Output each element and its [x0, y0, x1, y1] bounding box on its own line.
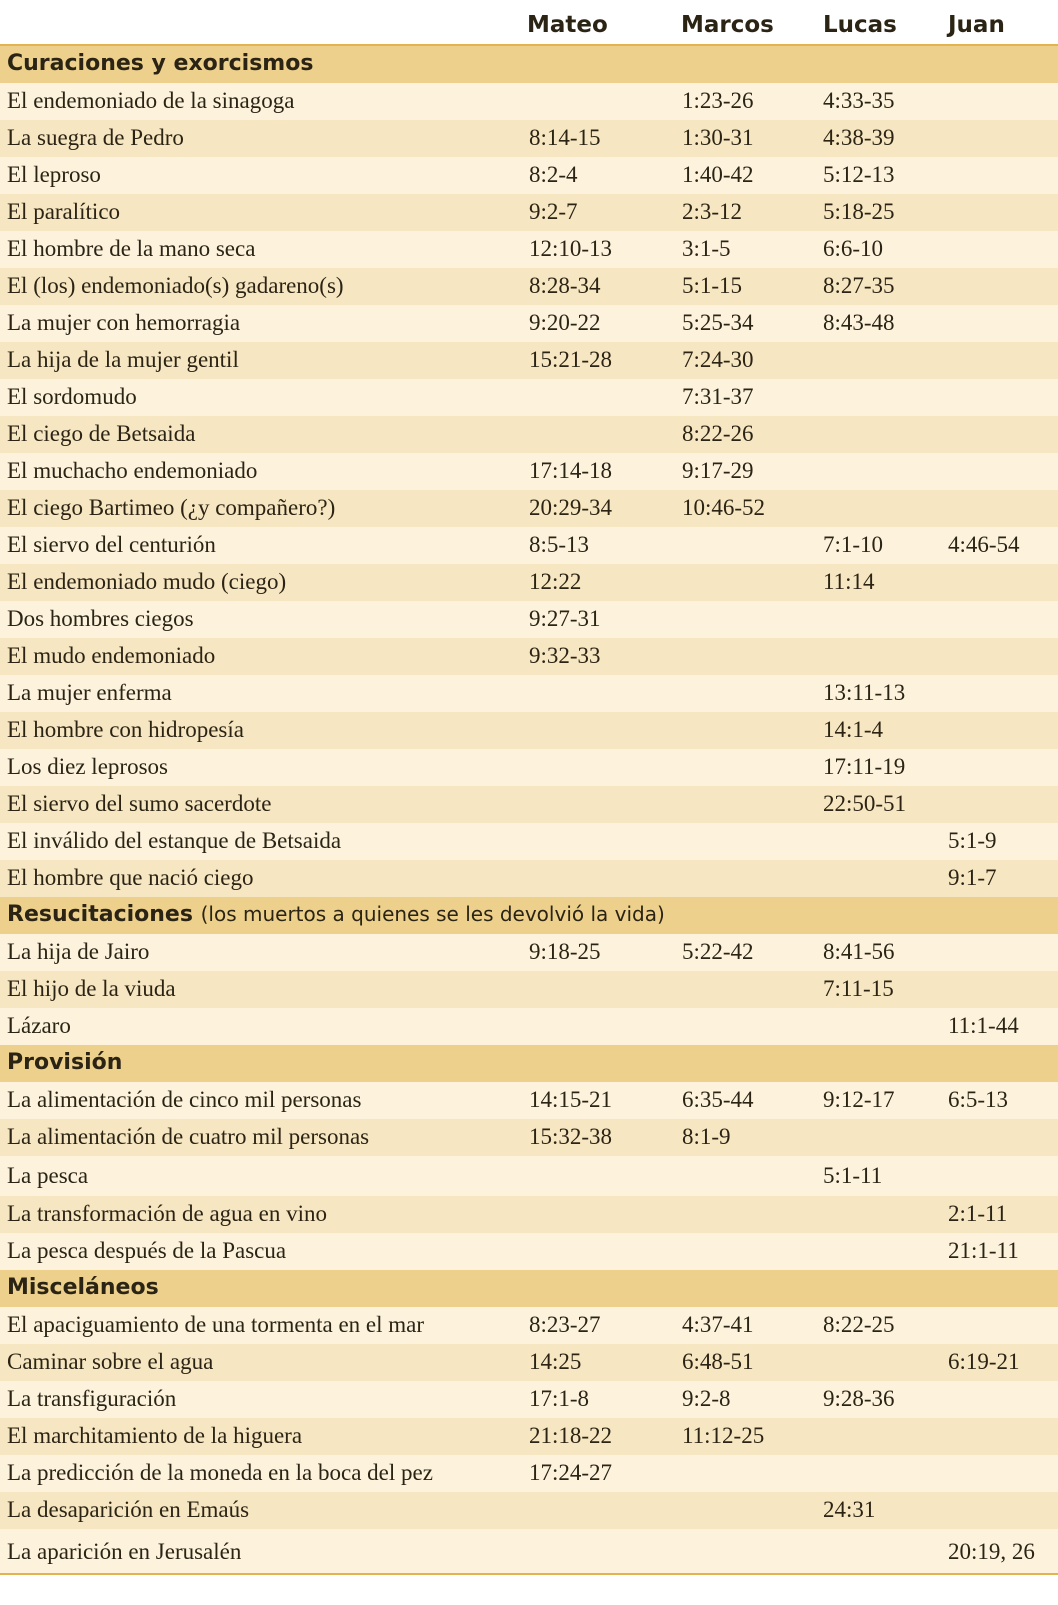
table-row	[0, 1196, 1058, 1233]
ref-juan: 6:5-13	[948, 1087, 1009, 1112]
ref-lucas: 6:6-10	[823, 236, 884, 261]
ref-mateo: 8:23-27	[529, 1312, 601, 1337]
ref-marcos: 9:17-29	[682, 458, 754, 483]
table-row	[0, 342, 1058, 379]
section-title	[7, 1275, 159, 1300]
ref-mateo: 14:25	[529, 1349, 582, 1374]
ref-mateo: 12:22	[529, 569, 582, 594]
ref-juan: 20:19, 26	[948, 1539, 1035, 1564]
table-row	[0, 1455, 1058, 1492]
ref-marcos: 6:35-44	[682, 1087, 754, 1112]
miracle-name: El siervo del centurión	[7, 532, 216, 557]
miracle-name: La pesca	[7, 1163, 89, 1188]
miracle-name: El hombre que nació ciego	[7, 865, 254, 890]
miracle-name: La suegra de Pedro	[7, 125, 184, 150]
section-title	[7, 51, 313, 76]
ref-lucas: 22:50-51	[823, 791, 907, 816]
miracle-name: La alimentación de cuatro mil personas	[7, 1124, 370, 1149]
table-row	[0, 1156, 1058, 1196]
table-row	[0, 194, 1058, 231]
miracle-name: El (los) endemoniado(s) gadareno(s)	[7, 273, 344, 298]
column-header-mateo: Mateo	[527, 12, 608, 38]
column-header-marcos: Marcos	[681, 12, 774, 38]
ref-marcos: 8:1-9	[682, 1124, 731, 1149]
ref-lucas: 8:27-35	[823, 273, 895, 298]
ref-mateo: 8:14-15	[529, 125, 601, 150]
table-row	[0, 971, 1058, 1008]
miracle-name: La pesca después de la Pascua	[7, 1238, 287, 1263]
table-row	[0, 1418, 1058, 1455]
ref-mateo: 8:28-34	[529, 273, 601, 298]
table-row	[0, 860, 1058, 897]
ref-marcos: 11:12-25	[682, 1423, 765, 1448]
table-row	[0, 305, 1058, 342]
table-row	[0, 416, 1058, 453]
table-body	[0, 46, 1058, 1573]
miracle-name: Dos hombres ciegos	[7, 606, 194, 631]
miracle-name: El paralítico	[7, 199, 121, 224]
ref-mateo: 9:2-7	[529, 199, 578, 224]
ref-mateo: 15:21-28	[529, 347, 613, 372]
ref-marcos: 1:23-26	[682, 88, 754, 113]
section-title-text: Resucitaciones	[7, 902, 193, 927]
table-row	[0, 231, 1058, 268]
ref-lucas: 14:1-4	[823, 717, 884, 742]
miracle-name: La mujer enferma	[7, 680, 172, 705]
ref-mateo: 15:32-38	[529, 1124, 613, 1149]
ref-mateo: 20:29-34	[529, 495, 613, 520]
table-row	[0, 601, 1058, 638]
table-row	[0, 1119, 1058, 1156]
miracle-name: La mujer con hemorragia	[7, 310, 241, 335]
miracle-name: El ciego de Betsaida	[7, 421, 196, 446]
miracle-name: El endemoniado de la sinagoga	[7, 88, 295, 113]
section-title	[7, 902, 665, 927]
ref-mateo: 9:20-22	[529, 310, 601, 335]
miracle-name: La alimentación de cinco mil personas	[7, 1087, 362, 1112]
ref-marcos: 10:46-52	[682, 495, 766, 520]
miracle-name: La predicción de la moneda en la boca del pez	[7, 1460, 433, 1485]
miracle-name: La transformación de agua en vino	[7, 1201, 327, 1226]
table-row	[0, 749, 1058, 786]
miracle-name: El leproso	[7, 162, 101, 187]
ref-mateo: 9:27-31	[529, 606, 601, 631]
ref-marcos: 1:30-31	[682, 125, 754, 150]
table-row	[0, 786, 1058, 823]
table-row	[0, 453, 1058, 490]
table-row	[0, 1233, 1058, 1270]
ref-mateo: 17:1-8	[529, 1386, 590, 1411]
miracle-name: El hijo de la viuda	[7, 976, 176, 1001]
ref-lucas: 8:43-48	[823, 310, 895, 335]
ref-lucas: 7:11-15	[823, 976, 894, 1001]
ref-lucas: 13:11-13	[823, 680, 906, 705]
section-header	[0, 897, 1058, 934]
miracle-name: El mudo endemoniado	[7, 643, 216, 668]
miracle-name: El inválido del estanque de Betsaida	[7, 828, 342, 853]
ref-mateo: 17:14-18	[529, 458, 613, 483]
ref-lucas: 8:41-56	[823, 939, 895, 964]
ref-lucas: 8:22-25	[823, 1312, 895, 1337]
ref-lucas: 4:38-39	[823, 125, 895, 150]
ref-lucas: 9:12-17	[823, 1087, 895, 1112]
miracle-name: La aparición en Jerusalén	[7, 1539, 242, 1564]
miracle-name: La transfiguración	[7, 1386, 177, 1411]
table-row	[0, 120, 1058, 157]
miracle-name: La desaparición en Emaús	[7, 1497, 250, 1522]
table-row	[0, 1082, 1058, 1119]
miracle-name: El ciego Bartimeo (¿y compañero?)	[7, 495, 336, 520]
ref-juan: 9:1-7	[948, 865, 997, 890]
section-title-text: Curaciones y exorcismos	[7, 51, 314, 76]
section-title-text: Misceláneos	[7, 1275, 159, 1300]
ref-marcos: 1:40-42	[682, 162, 754, 187]
ref-juan: 11:1-44	[948, 1013, 1019, 1038]
table-row	[0, 379, 1058, 416]
table-row	[0, 157, 1058, 194]
ref-lucas: 5:1-11	[823, 1163, 883, 1188]
ref-mateo: 14:15-21	[529, 1087, 613, 1112]
ref-juan: 2:1-11	[948, 1201, 1008, 1226]
table-row	[0, 1008, 1058, 1045]
ref-lucas: 4:33-35	[823, 88, 895, 113]
ref-mateo: 8:2-4	[529, 162, 578, 187]
miracle-name: Caminar sobre el agua	[7, 1349, 214, 1374]
table-row	[0, 268, 1058, 305]
ref-marcos: 5:22-42	[682, 939, 754, 964]
ref-marcos: 9:2-8	[682, 1386, 731, 1411]
ref-mateo: 21:18-22	[529, 1423, 613, 1448]
ref-juan: 5:1-9	[948, 828, 997, 853]
ref-lucas: 5:12-13	[823, 162, 895, 187]
table-row	[0, 83, 1058, 120]
ref-marcos: 5:25-34	[682, 310, 754, 335]
ref-mateo: 12:10-13	[529, 236, 613, 261]
ref-marcos: 7:31-37	[682, 384, 754, 409]
table-row	[0, 823, 1058, 860]
ref-lucas: 24:31	[823, 1497, 876, 1522]
ref-marcos: 5:1-15	[682, 273, 743, 298]
section-header	[0, 46, 1058, 83]
table-row	[0, 1381, 1058, 1418]
table-row	[0, 638, 1058, 675]
ref-juan: 21:1-11	[948, 1238, 1019, 1263]
miracle-name: El apaciguamiento de una tormenta en el mar	[7, 1312, 425, 1337]
ref-marcos: 3:1-5	[682, 236, 731, 261]
ref-lucas: 7:1-10	[823, 532, 884, 557]
miracle-name: El marchitamiento de la higuera	[7, 1423, 303, 1448]
table-row	[0, 527, 1058, 564]
section-title	[7, 1050, 122, 1075]
table-row	[0, 1344, 1058, 1381]
table-row	[0, 675, 1058, 712]
ref-lucas: 5:18-25	[823, 199, 895, 224]
bottom-rule	[0, 1573, 1058, 1575]
column-header-row	[0, 0, 1058, 46]
section-title-text: Provisión	[7, 1050, 123, 1075]
ref-lucas: 9:28-36	[823, 1386, 895, 1411]
table-row	[0, 1307, 1058, 1344]
column-header-juan: Juan	[948, 12, 1005, 38]
ref-marcos: 6:48-51	[682, 1349, 754, 1374]
miracle-name: El siervo del sumo sacerdote	[7, 791, 272, 816]
miracle-name: El endemoniado mudo (ciego)	[7, 569, 287, 594]
ref-marcos: 2:3-12	[682, 199, 743, 224]
ref-marcos: 8:22-26	[682, 421, 754, 446]
section-note: (los muertos a quienes se les devolvió la vida)	[200, 902, 665, 926]
ref-juan: 6:19-21	[948, 1349, 1020, 1374]
miracle-name: El muchacho endemoniado	[7, 458, 258, 483]
table-row	[0, 1492, 1058, 1529]
miracle-name: Lázaro	[7, 1013, 71, 1038]
ref-marcos: 7:24-30	[682, 347, 754, 372]
miracle-name: La hija de Jairo	[7, 939, 150, 964]
ref-mateo: 8:5-13	[529, 532, 590, 557]
miracle-name: El hombre con hidropesía	[7, 717, 244, 742]
table-row	[0, 1529, 1058, 1573]
table-row	[0, 712, 1058, 749]
miracle-name: El hombre de la mano seca	[7, 236, 256, 261]
table-row	[0, 490, 1058, 527]
ref-lucas: 11:14	[823, 569, 875, 594]
section-header	[0, 1045, 1058, 1082]
miracle-name: La hija de la mujer gentil	[7, 347, 239, 372]
miracle-name: Los diez leprosos	[7, 754, 168, 779]
ref-mateo: 17:24-27	[529, 1460, 613, 1485]
ref-mateo: 9:32-33	[529, 643, 601, 668]
miracle-name: El sordomudo	[7, 384, 137, 409]
ref-mateo: 9:18-25	[529, 939, 601, 964]
ref-marcos: 4:37-41	[682, 1312, 754, 1337]
column-header-lucas: Lucas	[823, 12, 897, 38]
ref-lucas: 17:11-19	[823, 754, 906, 779]
table-row	[0, 564, 1058, 601]
section-header	[0, 1270, 1058, 1307]
table-row	[0, 934, 1058, 971]
ref-juan: 4:46-54	[948, 532, 1020, 557]
